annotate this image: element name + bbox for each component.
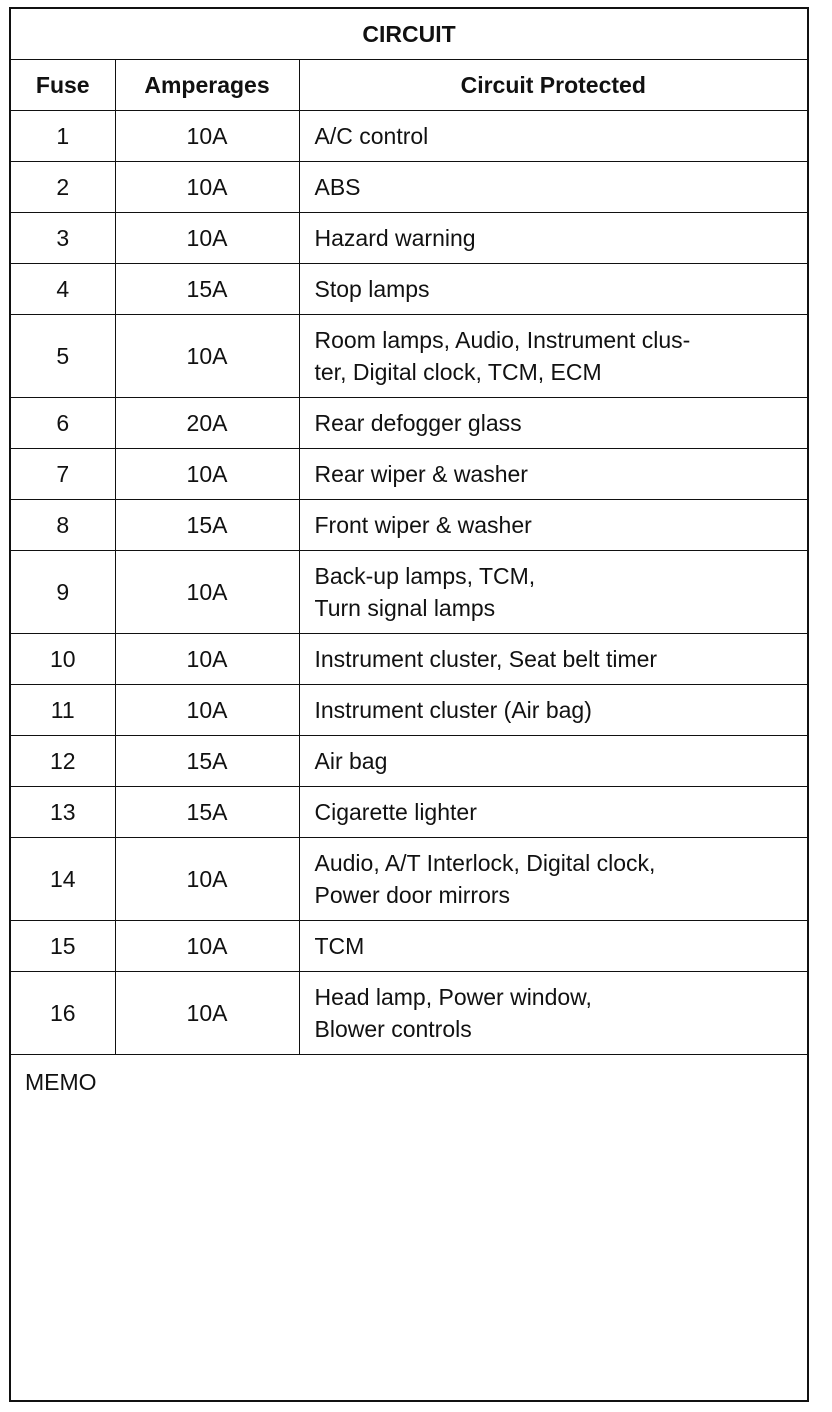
amperage-value: 10A (115, 838, 299, 921)
amperage-value: 10A (115, 921, 299, 972)
circuit-protected-cell (299, 634, 807, 685)
fuse-number: 8 (11, 500, 115, 551)
fuse-number: 11 (11, 685, 115, 736)
circuit-protected-cell (299, 685, 807, 736)
amperage-value: 10A (115, 972, 299, 1055)
circuit-table (11, 9, 807, 1055)
circuit-protected-line: Instrument cluster (Air bag) (314, 697, 592, 723)
table-row (11, 685, 807, 736)
table-row (11, 634, 807, 685)
memo-label: MEMO (25, 1069, 97, 1095)
circuit-protected-cell (299, 449, 807, 500)
amperage-value: 20A (115, 398, 299, 449)
circuit-protected-cell (299, 838, 807, 921)
fuse-number: 15 (11, 921, 115, 972)
circuit-protected-cell (299, 500, 807, 551)
table-row (11, 736, 807, 787)
amperage-value: 10A (115, 551, 299, 634)
table-row (11, 921, 807, 972)
fuse-number: 9 (11, 551, 115, 634)
table-row (11, 213, 807, 264)
amperage-value: 10A (115, 685, 299, 736)
fuse-number: 10 (11, 634, 115, 685)
amperage-value: 15A (115, 787, 299, 838)
circuit-protected-line: Blower controls (314, 1016, 472, 1042)
table-row (11, 551, 807, 634)
circuit-protected-cell (299, 551, 807, 634)
fuse-number: 12 (11, 736, 115, 787)
circuit-protected-line: Turn signal lamps (314, 595, 496, 621)
circuit-protected-cell (299, 787, 807, 838)
circuit-protected-line: Audio, A/T Interlock, Digital clock, (314, 850, 656, 876)
table-row (11, 315, 807, 398)
circuit-protected-line: Head lamp, Power window, (314, 984, 592, 1010)
circuit-protected-line: TCM (314, 933, 365, 959)
amperage-value: 15A (115, 500, 299, 551)
table-row (11, 972, 807, 1055)
table-row (11, 264, 807, 315)
amperage-value: 10A (115, 315, 299, 398)
fuse-number: 7 (11, 449, 115, 500)
fuse-number: 3 (11, 213, 115, 264)
table-row (11, 838, 807, 921)
table-row (11, 111, 807, 162)
circuit-protected-cell (299, 972, 807, 1055)
circuit-protected-line: ABS (314, 174, 361, 200)
amperage-value: 15A (115, 264, 299, 315)
fuse-number: 5 (11, 315, 115, 398)
table-row (11, 449, 807, 500)
amperage-value: 15A (115, 736, 299, 787)
column-header-fuse: Fuse (11, 60, 115, 111)
fuse-number: 14 (11, 838, 115, 921)
circuit-protected-cell (299, 921, 807, 972)
table-row (11, 398, 807, 449)
circuit-protected-line: Front wiper & washer (314, 512, 532, 538)
circuit-protected-line: Stop lamps (314, 276, 430, 302)
circuit-protected-line: Power door mirrors (314, 882, 511, 908)
amperage-value: 10A (115, 634, 299, 685)
circuit-protected-line: Cigarette lighter (314, 799, 477, 825)
fuse-number: 1 (11, 111, 115, 162)
amperage-value: 10A (115, 162, 299, 213)
table-title: CIRCUIT (11, 9, 807, 60)
circuit-protected-line: Instrument cluster, Seat belt timer (314, 646, 658, 672)
amperage-value: 10A (115, 449, 299, 500)
circuit-protected-cell (299, 736, 807, 787)
circuit-protected-line: Hazard warning (314, 225, 476, 251)
circuit-protected-line: Rear wiper & washer (314, 461, 528, 487)
fuse-number: 2 (11, 162, 115, 213)
circuit-protected-line: Rear defogger glass (314, 410, 522, 436)
circuit-protected-cell (299, 162, 807, 213)
fuse-number: 13 (11, 787, 115, 838)
circuit-protected-cell (299, 213, 807, 264)
circuit-protected-line: A/C control (314, 123, 429, 149)
fuse-number: 4 (11, 264, 115, 315)
circuit-protected-line: Back-up lamps, TCM, (314, 563, 536, 589)
circuit-protected-line: Air bag (314, 748, 388, 774)
fuse-number: 6 (11, 398, 115, 449)
circuit-protected-line: Room lamps, Audio, Instrument clus- (314, 327, 691, 353)
circuit-protected-cell (299, 264, 807, 315)
circuit-protected-cell (299, 111, 807, 162)
column-header-circuit-protected: Circuit Protected (299, 60, 807, 111)
fuse-number: 16 (11, 972, 115, 1055)
amperage-value: 10A (115, 111, 299, 162)
table-row (11, 162, 807, 213)
column-header-amperages: Amperages (115, 60, 299, 111)
table-row (11, 500, 807, 551)
table-row (11, 787, 807, 838)
circuit-protected-line: ter, Digital clock, TCM, ECM (314, 359, 602, 385)
amperage-value: 10A (115, 213, 299, 264)
circuit-protected-cell (299, 398, 807, 449)
circuit-protected-cell (299, 315, 807, 398)
fuse-sheet (9, 7, 809, 1402)
